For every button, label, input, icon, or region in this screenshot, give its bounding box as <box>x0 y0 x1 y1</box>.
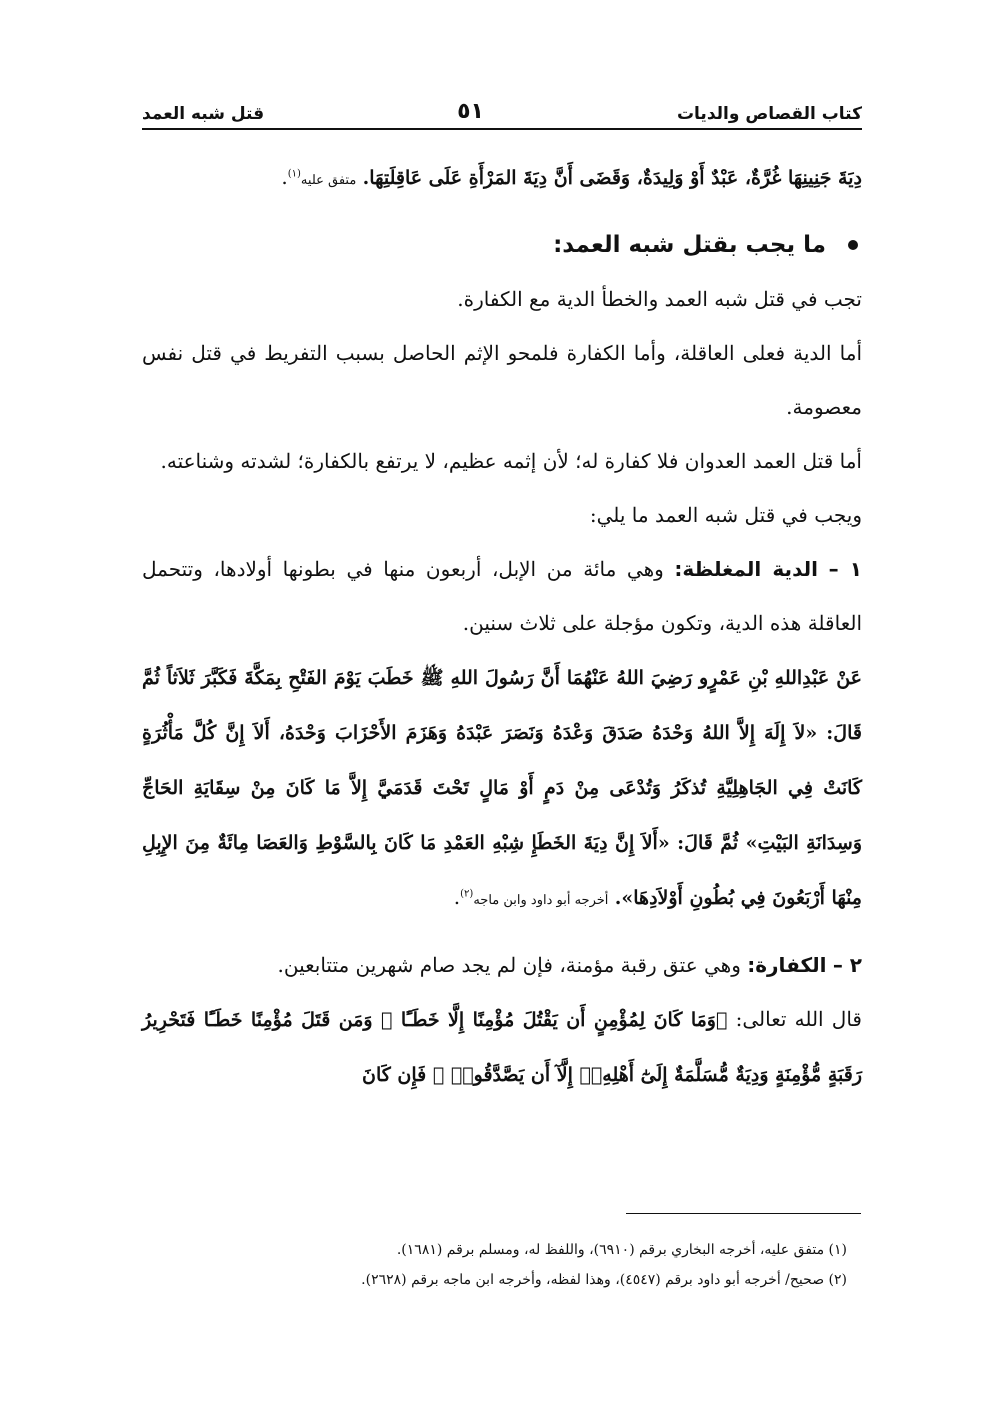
section-heading <box>142 218 862 272</box>
item-1-number: ١ – <box>828 557 862 581</box>
item-1-text: وهي مائة من الإبل، أربعون منها في بطونها أولادها، وتتحمل العاقلة هذه الدية، وتكون مؤجلة على ثلاث سنين. <box>142 557 862 635</box>
page-number: ٥١ <box>457 99 484 124</box>
list-item-1 <box>142 542 862 650</box>
chapter-title: قتل شبه العمد <box>142 104 265 124</box>
item-1-title: الدية المغلظة: <box>674 557 818 581</box>
intro-end: . <box>281 165 288 189</box>
intro-line <box>142 150 862 208</box>
hadith-block <box>142 650 862 928</box>
footnote-divider <box>626 1213 861 1214</box>
running-header <box>142 96 862 130</box>
paragraph-3: أما قتل العمد العدوان فلا كفارة له؛ لأن إثمه عظيم، لا يرتفع بالكفارة؛ لشدته وشناعته. <box>160 449 862 473</box>
footnotes <box>142 1235 847 1295</box>
footnote-ref-1: (١) <box>287 168 301 180</box>
item-2-text: وهي عتق رقبة مؤمنة، فإن لم يجد صام شهرين متتابعين. <box>277 953 741 977</box>
book-title: كتاب القصاص والديات <box>676 104 862 124</box>
paragraph-1: تجب في قتل شبه العمد والخطأ الدية مع الكفارة. <box>457 287 862 311</box>
quran-block <box>142 992 862 1102</box>
list-item-2 <box>142 938 862 992</box>
footnote-1: (١) متفق عليه، أخرجه البخاري برقم (٦٩١٠)، واللفظ له، ومسلم برقم (١٦٨١). <box>396 1242 847 1258</box>
quran-verse: وَمَا كَانَ لِمُؤْمِنٍ أَن يَقْتُلَ مُؤْمِنًا إِلَّا خَطَـًٔا ۚ وَمَن قَتَلَ مُؤْمِنًا خَطَـًٔا فَتَحْرِيرُ رَقَبَةٍ مُّؤْمِنَةٍ وَدِيَةٌ مُّسَلَّمَةٌ إِلَىٰٓ أَهْلِهِۦٓ إِلَّآ أَن يَصَّدَّقُوا۟ ۚ فَإِن كَانَ <box>142 1009 862 1086</box>
intro-hadith: دِيَةَ جَنِينِهَا غُرَّةٌ، عَبْدٌ أَوْ وَلِيدَةٌ، وَقَضَى أَنَّ دِيَةَ المَرْأَةِ عَلَى عَاقِلَتِهَا. <box>362 167 862 189</box>
item-2-title: الكفارة: <box>747 953 827 977</box>
footnote-2: (٢) صحيح/ أخرجه أبو داود برقم (٤٥٤٧)، وهذا لفظه، وأخرجه ابن ماجه برقم (٢٦٢٨). <box>361 1272 847 1288</box>
footnote-ref-2: (٢) <box>460 888 474 900</box>
section-heading-text: ما يجب بقتل شبه العمد: <box>553 232 826 258</box>
paragraph-4: ويجب في قتل شبه العمد ما يلي: <box>589 503 862 527</box>
quran-open-bracket: ﴿ <box>715 1009 728 1031</box>
intro-source: متفق عليه <box>300 173 357 188</box>
hadith-end: . <box>453 885 461 909</box>
paragraph-2: أما الدية فعلى العاقلة، وأما الكفارة فلمحو الإثم الحاصل بسبب التفريط في قتل نفس معصومة. <box>142 341 862 419</box>
hadith-source: أخرجه أبو داود وابن ماجه <box>473 893 609 908</box>
item-2-number: ٢ – <box>832 953 862 977</box>
hadith-text: عَنْ عَبْدِاللهِ بْنِ عَمْرٍو رَضِيَ اللهُ عَنْهُمَا أَنَّ رَسُولَ اللهِ ﷺ خَطَبَ يَوْمَ الفَتْحِ بِمَكَّةَ فَكَبَّرَ ثَلاَثاً ثُمَّ قَالَ: «لاَ إِلَهَ إِلاَّ اللهُ وَحْدَهُ صَدَقَ وَعْدَهُ وَنَصَرَ عَبْدَهُ وَهَزَمَ الأَحْزَابَ وَحْدَهُ، أَلاَ إِنَّ كُلَّ مَأْثُرَةٍ كَانَتْ فِي الجَاهِلِيَّةِ تُذكَرُ وَتُدْعَى مِنْ دَمٍ أَوْ مَالٍ تَحْتَ قَدَمَيَّ إِلاَّ مَا كَانَ مِنْ سِقَايَةِ الحَاجِّ وَسِدَانَةِ البَيْتِ» ثُمَّ قَالَ: «أَلاَ إِنَّ دِيَةَ الخَطَإِ شِبْهِ العَمْدِ مَا كَانَ بِالسَّوْطِ وَالعَصَا مِائَةٌ مِنَ الإِبِلِ مِنْهَا أَرْبَعُونَ فِي بُطُونِ أَوْلاَدِهَا». <box>142 667 862 909</box>
quran-intro: قال الله تعالى: <box>735 1007 862 1031</box>
bullet-icon <box>848 240 858 250</box>
body-text <box>142 150 862 1102</box>
